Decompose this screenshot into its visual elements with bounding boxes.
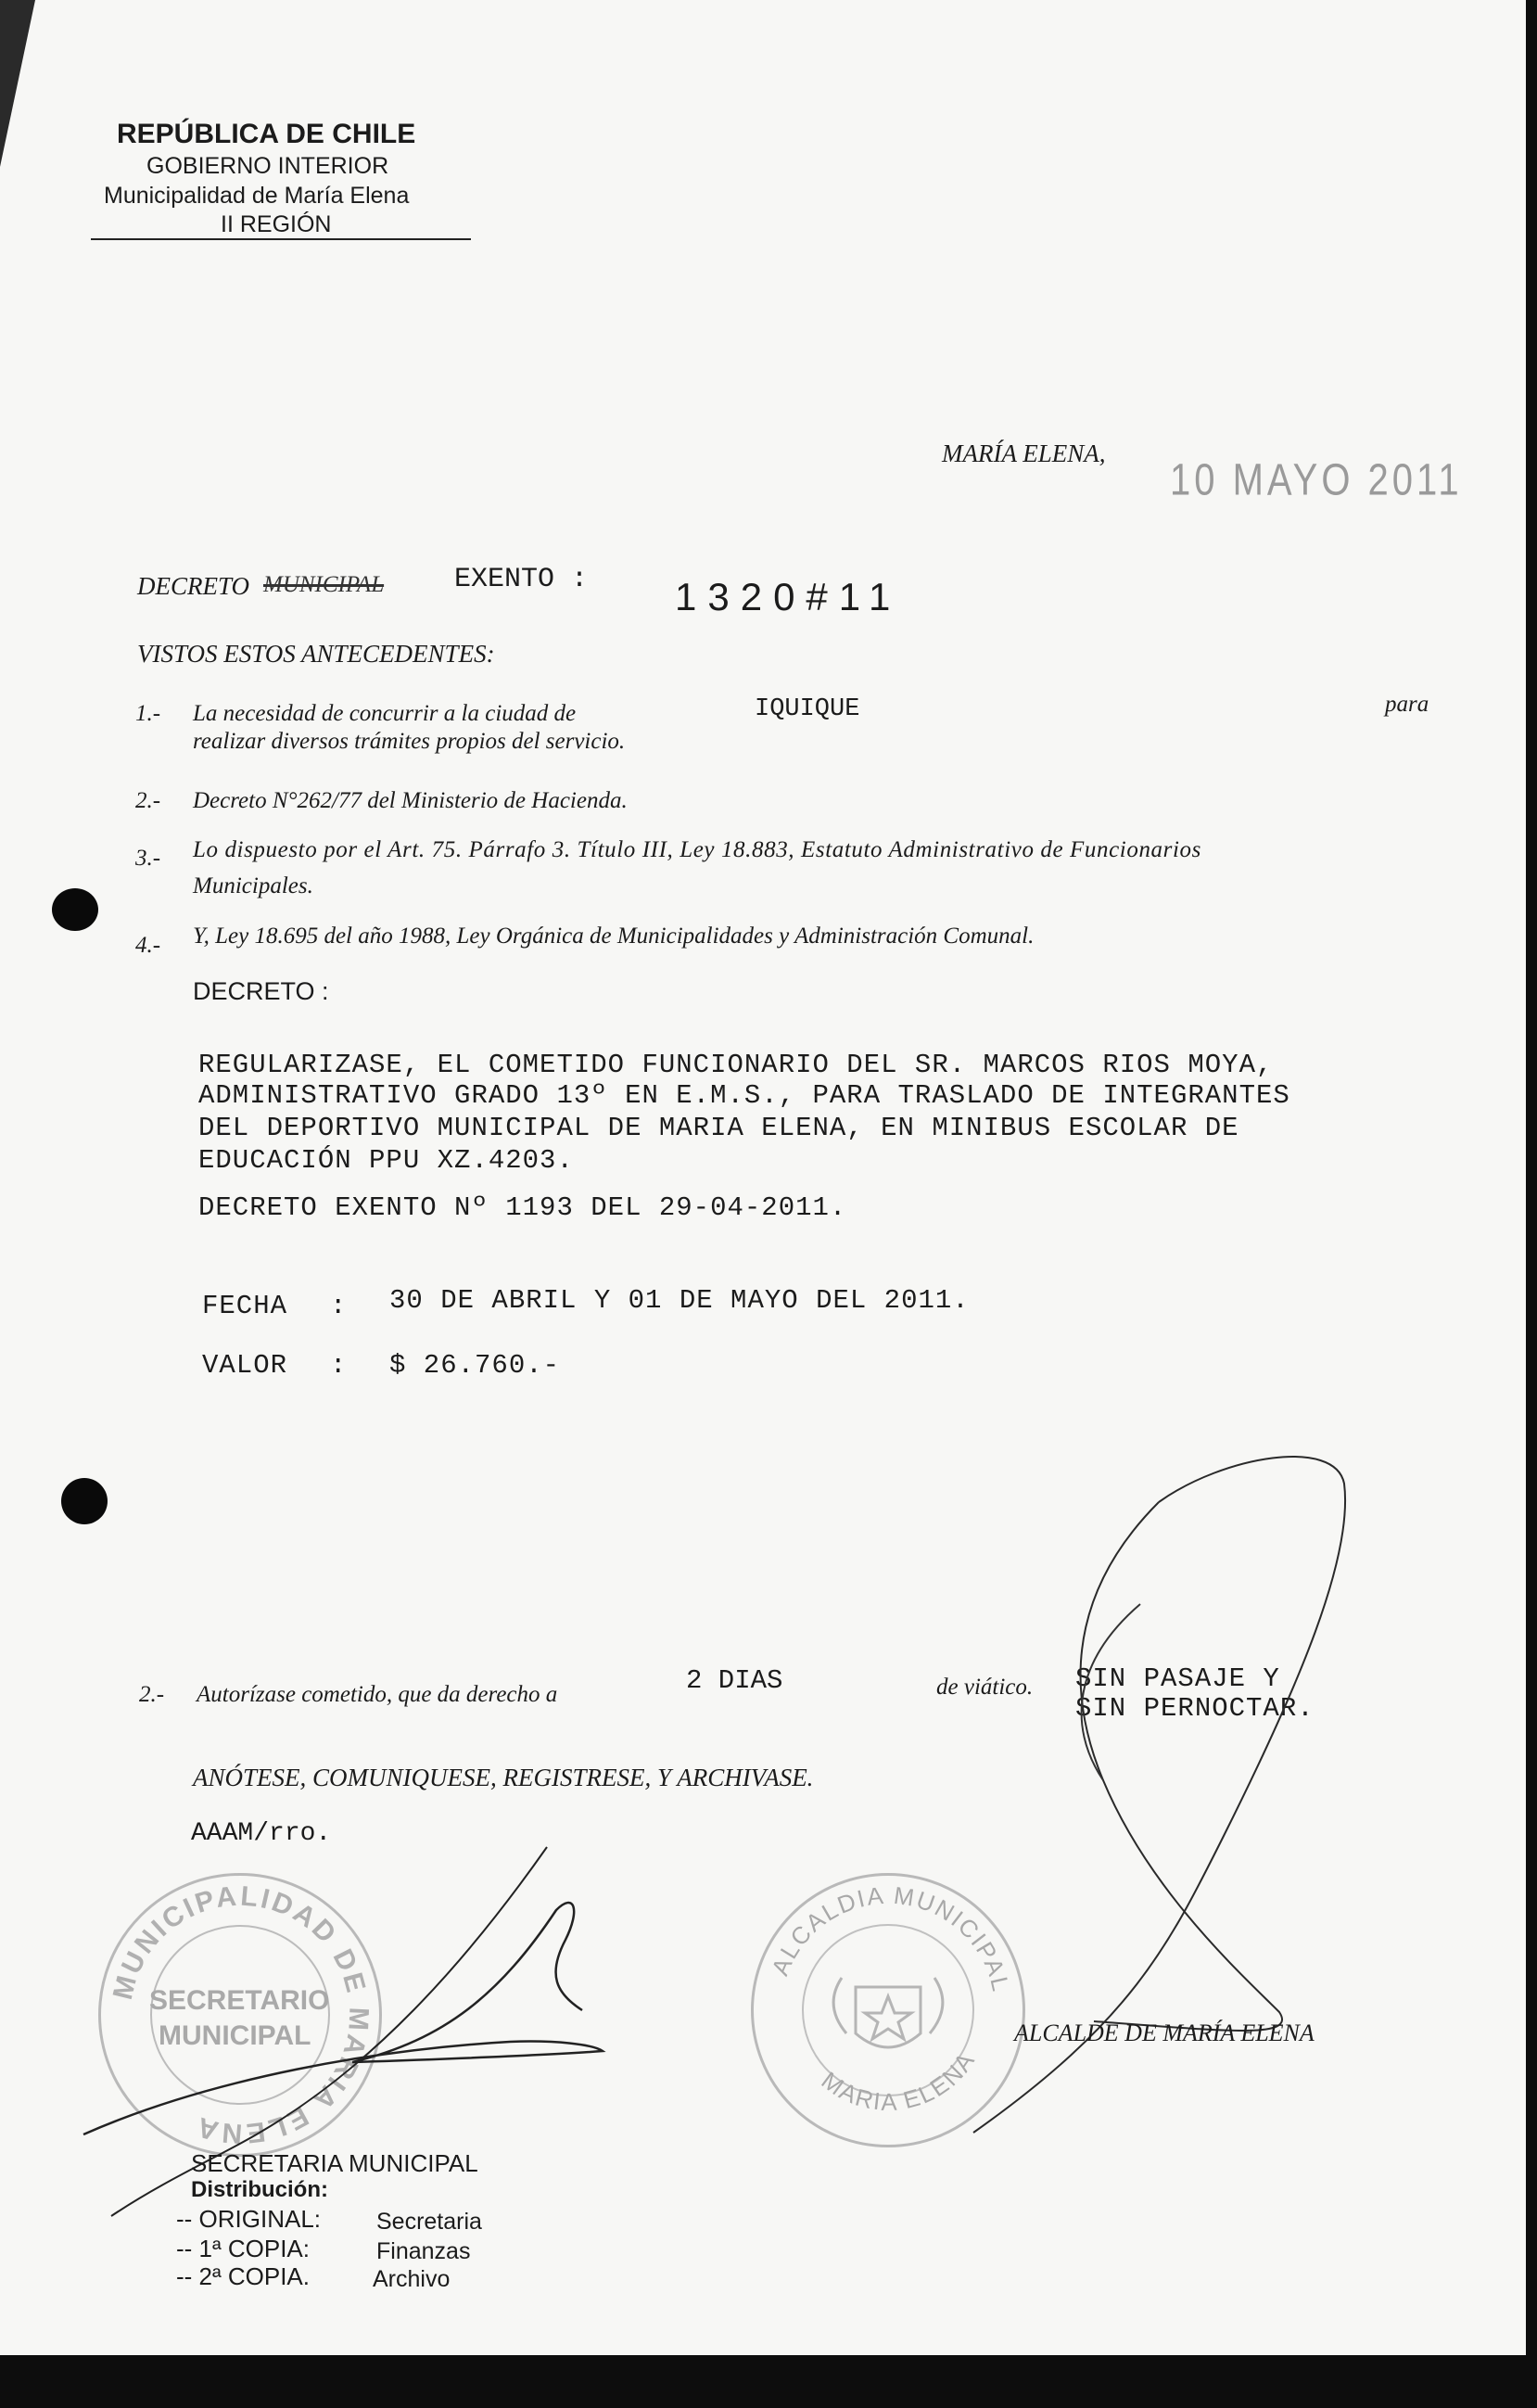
distribution-row-3-label: -- 2ª COPIA. (176, 2262, 310, 2290)
distribution-row-2-label: -- 1ª COPIA: (176, 2235, 310, 2262)
point2-num: 2.- (139, 1682, 165, 1707)
place-line: MARÍA ELENA, (942, 440, 1106, 467)
antecedent-2-line1: Decreto N°262/77 del Ministerio de Hacienda. (193, 788, 628, 813)
body-line-3: DEL DEPORTIVO MUNICIPAL DE MARIA ELENA, EN MINIBUS ESCOLAR DE (198, 1113, 1239, 1143)
header-country: REPÚBLICA DE CHILE (117, 119, 416, 149)
point2-viatico: de viático. (936, 1675, 1034, 1700)
punch-hole-bottom (61, 1478, 108, 1524)
fecha-label: FECHA (202, 1291, 288, 1321)
point2-text: Autorízase cometido, que da derecho a (197, 1682, 558, 1707)
valor-label: VALOR (202, 1350, 288, 1381)
secretario-seal-center-1: SECRETARIO (149, 1985, 330, 2016)
decree-struck-word: MUNICIPAL (263, 572, 385, 597)
antecedent-4-num: 4.- (135, 933, 161, 958)
distribution-title: Distribución: (191, 2177, 328, 2202)
coat-of-arms-icon (833, 1978, 943, 2047)
secretaria-title: SECRETARIA MUNICIPAL (191, 2149, 478, 2177)
antecedent-2-num: 2.- (135, 788, 161, 813)
antecedent-1-tail: para (1385, 692, 1429, 717)
alcaldia-seal-ring-top: ALCALDIA MUNICIPAL (766, 1880, 1016, 1995)
reference-decree-line: DECRETO EXENTO Nº 1193 DEL 29-04-2011. (198, 1192, 847, 1223)
distribution-row-2-value: Finanzas (376, 2238, 471, 2264)
antecedent-3-num: 3.- (135, 846, 161, 871)
body-line-4: EDUCACIÓN PPU XZ.4203. (198, 1145, 574, 1176)
decree-number: 1320#11 (675, 575, 902, 618)
body-line-1: REGULARIZASE, EL COMETIDO FUNCIONARIO DEL SR. MARCOS RIOS MOYA, (198, 1050, 1274, 1080)
antecedent-1-line2: realizar diversos trámites propios del servicio. (193, 729, 626, 754)
valor-separator: : (330, 1350, 348, 1381)
vistos-title: VISTOS ESTOS ANTECEDENTES: (137, 640, 495, 668)
fecha-separator: : (330, 1291, 348, 1321)
valor-value: $ 26.760.- (389, 1350, 561, 1381)
point2-note-2: SIN PERNOCTAR. (1075, 1693, 1315, 1724)
distribution-row-3-value: Archivo (373, 2266, 451, 2292)
alcaldia-seal-ring-bottom: MARIA ELENA (816, 2045, 981, 2116)
decree-label: DECRETO (137, 572, 250, 600)
antecedent-1-line1: La necesidad de concurrir a la ciudad de (193, 701, 577, 726)
date-stamp: 10 MAYO 2011 (1170, 455, 1463, 505)
antecedent-1-num: 1.- (135, 701, 161, 726)
fecha-value: 30 DE ABRIL Y 01 DE MAYO DEL 2011. (389, 1285, 970, 1316)
decree-type: EXENTO : (454, 564, 589, 595)
header-region: II REGIÓN (221, 211, 332, 237)
distribution-row-1-value: Secretaria (376, 2209, 482, 2235)
header-rule (91, 238, 471, 240)
closing-formula: ANÓTESE, COMUNIQUESE, REGISTRESE, Y ARCHIVASE. (193, 1764, 814, 1791)
antecedent-1-city: IQUIQUE (755, 695, 860, 723)
decreto-heading: DECRETO : (193, 977, 329, 1005)
antecedent-3-line2: Municipales. (193, 873, 313, 898)
point2-note-1: SIN PASAJE Y (1075, 1663, 1280, 1694)
antecedent-4-line1: Y, Ley 18.695 del año 1988, Ley Orgánica de Municipalidades y Administración Comunal. (193, 924, 1035, 949)
header-municipality: Municipalidad de María Elena (104, 183, 410, 209)
secretario-seal-center-2: MUNICIPAL (159, 2020, 311, 2051)
antecedent-3-line1: Lo dispuesto por el Art. 75. Párrafo 3. Título III, Ley 18.883, Estatuto Administrativo de Funcionarios (193, 837, 1201, 862)
punch-hole-top (52, 888, 98, 931)
secretario-seal-ring: MUNICIPALIDAD DE MARIA ELENA (107, 1880, 375, 2149)
point2-days: 2 DIAS (686, 1665, 783, 1696)
body-line-2: ADMINISTRATIVO GRADO 13º EN E.M.S., PARA TRASLADO DE INTEGRANTES (198, 1080, 1290, 1111)
distribution-row-1-label: -- ORIGINAL: (176, 2205, 322, 2233)
typist-initials: AAAM/rro. (191, 1819, 332, 1848)
page-fold-mark (0, 0, 56, 185)
header-government: GOBIERNO INTERIOR (146, 153, 389, 179)
mayor-title: ALCALDE DE MARÍA ELENA (1014, 2019, 1315, 2046)
